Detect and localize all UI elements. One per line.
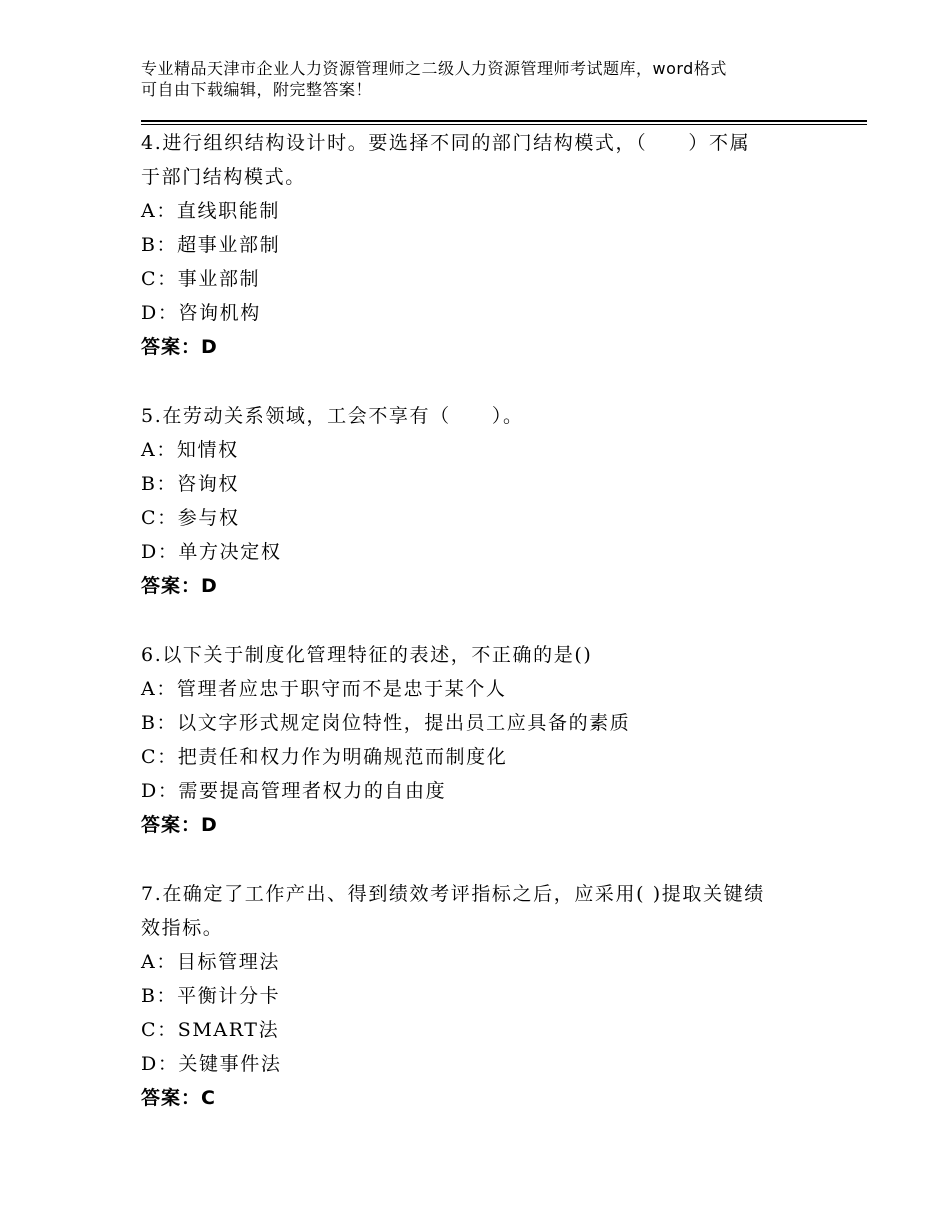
question-4 bbox=[141, 126, 821, 364]
document-header bbox=[141, 58, 841, 100]
header-line-2: 可自由下载编辑，附完整答案！ bbox=[141, 80, 373, 99]
question-7 bbox=[141, 877, 821, 1115]
option-c: C：把责任和权力作为明确规范而制度化 bbox=[141, 746, 508, 768]
option-b: B：以文字形式规定岗位特性，提出员工应具备的素质 bbox=[141, 712, 631, 734]
question-6 bbox=[141, 638, 821, 842]
answer: 答案：D bbox=[141, 575, 218, 597]
answer: 答案：C bbox=[141, 1087, 216, 1109]
header-rule-thin bbox=[141, 124, 867, 125]
option-d: D：关键事件法 bbox=[141, 1053, 282, 1075]
question-text-cont: 效指标。 bbox=[141, 917, 224, 939]
option-c: C：参与权 bbox=[141, 507, 240, 529]
question-text-cont: 于部门结构模式。 bbox=[141, 166, 306, 188]
header-rule-thick bbox=[141, 120, 867, 122]
answer: 答案：D bbox=[141, 336, 218, 358]
option-b: B：咨询权 bbox=[141, 473, 239, 495]
question-text: 4.进行组织结构设计时。要选择不同的部门结构模式，（ ）不属 bbox=[141, 132, 751, 154]
option-a: A：目标管理法 bbox=[141, 951, 280, 973]
option-a: A：知情权 bbox=[141, 439, 239, 461]
option-d: D：咨询机构 bbox=[141, 302, 261, 324]
option-d: D：需要提高管理者权力的自由度 bbox=[141, 780, 447, 802]
question-text: 5.在劳动关系领域，工会不享有（ ）。 bbox=[141, 405, 524, 427]
option-c: C：SMART法 bbox=[141, 1019, 280, 1041]
option-c: C：事业部制 bbox=[141, 268, 261, 290]
option-b: B：超事业部制 bbox=[141, 234, 281, 256]
question-text: 7.在确定了工作产出、得到绩效考评指标之后，应采用( )提取关键绩 bbox=[141, 883, 765, 905]
header-line-1: 专业精品天津市企业人力资源管理师之二级人力资源管理师考试题库，word格式 bbox=[141, 59, 727, 78]
option-d: D：单方决定权 bbox=[141, 541, 282, 563]
option-a: A：直线职能制 bbox=[141, 200, 280, 222]
option-a: A：管理者应忠于职守而不是忠于某个人 bbox=[141, 678, 507, 700]
question-5 bbox=[141, 399, 821, 603]
question-text: 6.以下关于制度化管理特征的表述，不正确的是() bbox=[141, 644, 593, 666]
answer: 答案：D bbox=[141, 814, 218, 836]
option-b: B：平衡计分卡 bbox=[141, 985, 281, 1007]
